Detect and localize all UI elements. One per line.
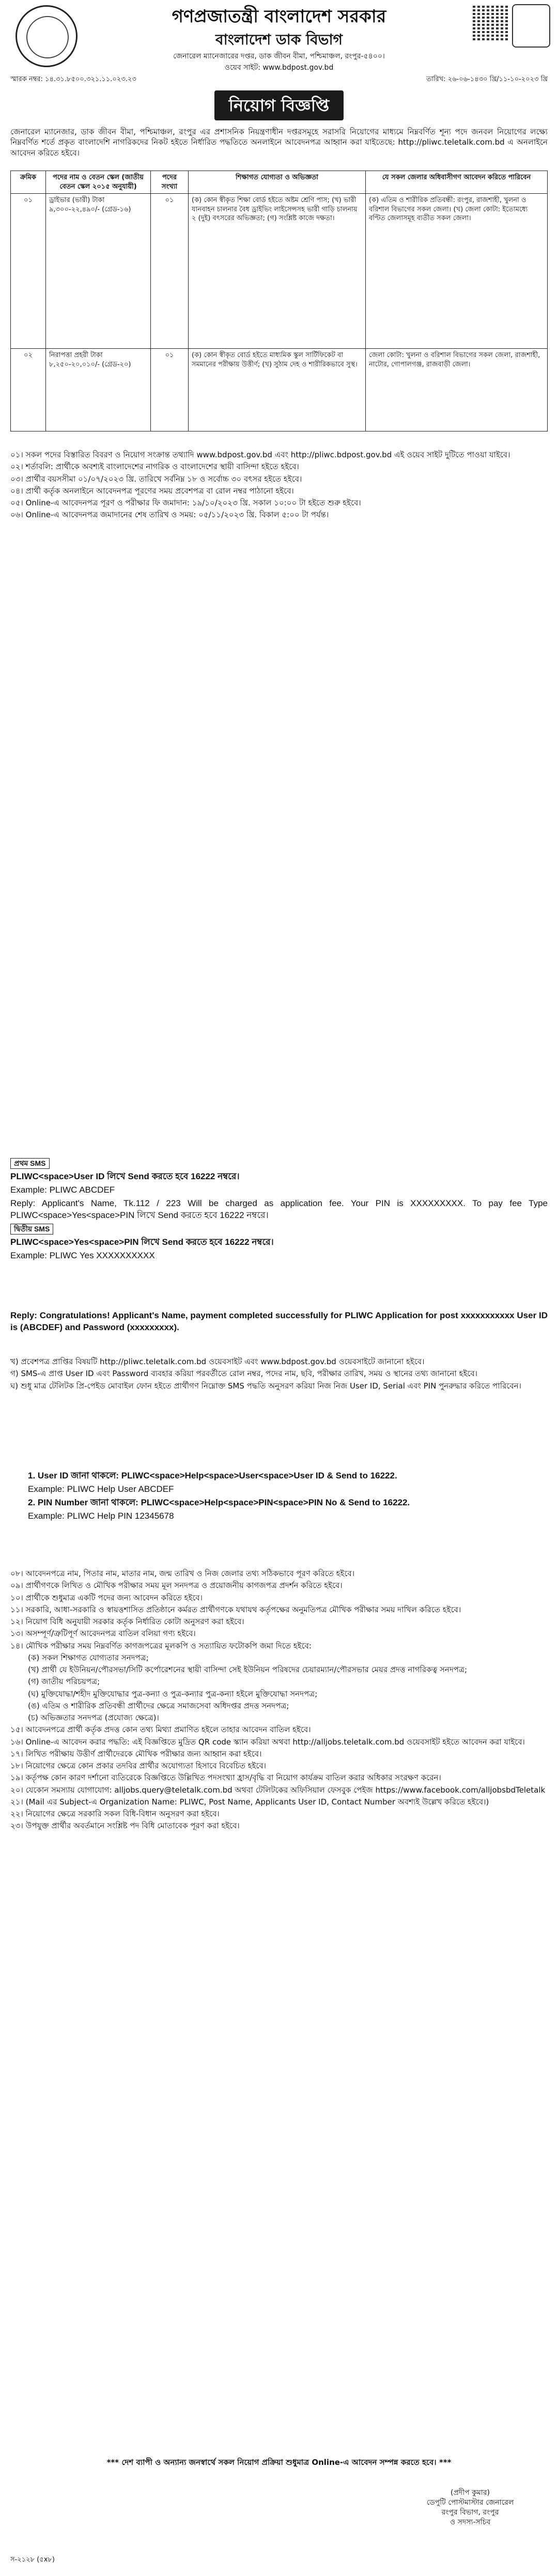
condition-item: ১৪। মৌখিক পরীক্ষার সময় নিম্নবর্ণিত কাগজপত্রের মূলকপি ও সত্যায়িত ফটোকপি জমা দিতে হইবে: (10, 1641, 312, 1651)
condition-subitem: (ঘ) মুক্তিযোদ্ধা/শহীদ মুক্তিযোদ্ধার পুত্র-কন্যা ও পুত্র-কন্যার পুত্র-কন্যা হইলে মুক্তিযোদ্ধা সনদপত্র; (28, 1689, 318, 1699)
condition-subitem: (খ) প্রার্থী যে ইউনিয়ন/পৌরসভা/সিটি কর্পোরেশনের স্থায়ী বাসিন্দা সেই ইউনিয়ন পরিষদের চেয়ারম্যান/পৌরসভার মেয়র প্রদত্ত নাগরিকত্ব সনদপত্র; (28, 1665, 468, 1674)
cell-districts: (ক) এতিম ও শারীরিক প্রতিবন্ধী: রংপুর, রাজশাহী, খুলনা ও বরিশাল বিভাগের সকল জেলা। (খ) জেলা কোটা: ইতোমধ্যে বণ্টিত জেলাসমূহ ব্যতীত সকল জেলা। (366, 194, 548, 349)
condition-item: ০৪। প্রার্থী কর্তৃক অনলাইনে আবেদনপত্র পূরণের সময় প্রবেশপত্র বা রোল নম্বর পাঠানো হইবে। (10, 486, 294, 496)
th-qualification: শিক্ষাগত যোগ্যতা ও অভিজ্ঞতা (189, 171, 366, 194)
cell-count: ০১ (151, 194, 189, 349)
qr-overlay (473, 4, 509, 40)
condition-subitem: (চ) অভিজ্ঞতার সনদপত্র (প্রযোজ্য ক্ষেত্রে)। (28, 1713, 159, 1722)
condition-item: ০৩। প্রার্থীর বয়সসীমা ০১/০৭/২০২৩ খ্রি. তারিখে সর্বনিম্ন ১৮ ও সর্বোচ্চ ৩০ বৎসর হইতে হইবে। (10, 474, 302, 484)
memo-number: স্মারক নম্বর: ১৪.৩১.৮৫০০.৩২১.১১.০২৩.২৩ (10, 75, 136, 83)
condition-item: ১৬। Online-এ আবেদন করার পদ্ধতি: এই বিজ্ঞপ্তিতে মুদ্রিত QR code স্ক্যান করিয়া অথবা http://alljobs.teletalk.com.bd ওয়েবসাইট হইতে আবেদন করা যাইবে। (10, 1737, 525, 1747)
table-row (11, 194, 548, 349)
recovery-section (10, 1470, 548, 1524)
cell-post: নিরাপত্তা প্রহরী টাকা ৮,২৫০-২০,০১০/- (গ্রেড-২০) (46, 349, 151, 431)
cell-serial: ০২ (11, 349, 46, 431)
condition-item: ১৩। অসম্পূর্ণ/ত্রুটিপূর্ণ আবেদনপত্র বাতিল বলিয়া গণ্য হইবে। (10, 1629, 196, 1639)
payment-reply: Reply: Congratulations! Applicant's Name, payment completed successfully for PLIWC Application for post xxxxxxxxxxx User ID is (ABCDEF) and Password (xxxxxxxxx). (10, 1310, 548, 1332)
condition-item: ১১। সরকারি, আধা-সরকারি ও স্বায়ত্তশাসিত প্রতিষ্ঠানে কর্মরত প্রার্থীগণকে যথাযথ কর্তৃপক্ষের অনুমতিপত্র মৌখিক পরীক্ষার সময় দাখিল করিতে হইবে। (10, 1605, 461, 1614)
table-header-row (11, 171, 548, 194)
condition-subitem: (ক) সকল শিক্ষাগত যোগ্যতার সনদপত্র; (28, 1653, 149, 1662)
first-sms-command: PLIWC<space>User ID লিখে Send করতে হবে 16222 নম্বরে। (10, 1171, 240, 1181)
issue-date: তারিখ: ২৬-০৬-১৪৩০ খ্রি/১১-১০-২০২৩ খ্রি (426, 75, 548, 83)
signer-office: রংপুর বিভাগ, রংপুর (441, 2508, 499, 2517)
cell-serial: ০১ (11, 194, 46, 349)
condition-item: ০৫। Online-এ আবেদনপত্র পূরণ ও পরীক্ষার ফি জমাদান: ১৯/১০/২০২৩ খ্রি. সকাল ১০:০০ টা হইতে শুরু হইবে। (10, 498, 361, 507)
second-sms-label: দ্বিতীয় SMS (10, 1224, 53, 1235)
second-sms-command: PLIWC<space>Yes<space>PIN লিখে Send করতে হবে 16222 নম্বরে। (10, 1237, 274, 1247)
second-sms-example: Example: PLIWC Yes XXXXXXXXXX (10, 1250, 155, 1260)
reply-section (10, 1310, 548, 1335)
jobs-table (10, 171, 548, 431)
condition-item: ১৫। আবেদনপত্রে প্রার্থী কর্তৃক প্রদত্ত কোন তথ্য মিথ্যা প্রমাণিত হইলে তাহার আবেদন বাতিল হইবে। (10, 1725, 311, 1735)
admit-line: খ) প্রবেশপত্র প্রাপ্তির বিষয়টি http://pliwc.teletalk.com.bd ওয়েবসাইট এবং www.bdpost.gov.bd ওয়েবসাইটে জানানো হইবে। (10, 1357, 425, 1366)
first-sms-reply: Reply: Applicant's Name, Tk.112 / 223 Will be charged as application fee. Your PIN is XXXXXXXXX. To pay fee Type PLIWC<space>Yes<space>PIN লিখে Send করতে হবে 16222 নম্বরে। (10, 1198, 548, 1220)
condition-item: ০২। শর্তাবলি: প্রার্থীকে অবশ্যই বাংলাদেশের নাগরিক ও বাংলাদেশের স্থায়ী বাসিন্দা হইতে হইবে। (10, 462, 299, 472)
admit-info (10, 1356, 548, 1393)
admit-line: ঘ) শুধু মাত্র টেলিটক প্রি-পেইড মোবাইল ফোন হইতে প্রার্থীগণ নিম্নোক্ত SMS পদ্ধতি অনুসরণ করিয়া নিজ নিজ User ID, Serial এবং PIN পুনরুদ্ধার করিতে পারিবেন। (10, 1381, 521, 1391)
table-row (11, 349, 548, 431)
first-sms-example: Example: PLIWC ABCDEF (10, 1184, 115, 1195)
condition-item: ২১। (Mail এর Subject-এ Organization Name: PLIWC, Post Name, Applicants User ID, Contact Number অবশ্যই উল্লেখ করিতে হইবে।) (10, 1797, 489, 1807)
th-post: পদের নাম ও বেতন স্কেল (জাতীয় বেতন স্কেল ২০১৫ অনুযায়ী) (46, 171, 151, 194)
recover-userid: 1. User ID জানা থাকলে: PLIWC<space>Help<space>User<space>User ID & Send to 16222. (28, 1471, 397, 1480)
office-address: জেনারেল ম্যানেজারের দপ্তর, ডাক জীবন বীমা, পশ্চিমাঞ্চল, রংপুর-৫৪০০। (173, 52, 385, 60)
signer-title: ডেপুটি পোস্টমাস্টার জেনারেল (426, 2498, 514, 2507)
condition-item: ০৬। Online-এ আবেদনপত্র জমাদানের শেষ তারিখ ও সময়: ০৫/১১/২০২৩ খ্রি. বিকাল ৫:০০ টা পর্যন্ত। (10, 510, 329, 520)
condition-item: ২৩। উপযুক্ত প্রার্থীর অবর্তমানে সংশ্লিষ্ট পদ বিধি মোতাবেক পূরণ করা হইবে। (10, 1821, 240, 1831)
condition-item: ১০। প্রার্থীকে শুধুমাত্র একটি পদের জন্য আবেদন করিতে হইবে। (10, 1593, 203, 1602)
condition-item: ০৯। প্রার্থীগণকে লিখিত ও মৌখিক পরীক্ষার সময় মূল সনদপত্র ও প্রয়োজনীয় কাগজপত্র প্রদর্শন করিতে হইবে। (10, 1581, 343, 1591)
condition-item: ২০। যেকোন সমস্যায় যোগাযোগ: alljobs.query@teletalk.com.bd অথবা টেলিটকের অফিসিয়াল ফেসবুক পেইজ https://www.facebook.com/alljobsbdTeletalk (10, 1785, 546, 1795)
th-districts: যে সকল জেলার অধিবাসীগণ আবেদন করিতে পারিবেন (366, 171, 548, 194)
notice-page-2 (0, 1300, 558, 2576)
signer-role: ও সদস্য-সচিব (450, 2518, 491, 2526)
cell-qualification: (ক) কোন স্বীকৃত বোর্ড হইতে মাধ্যমিক স্কুল সার্টিফিকেট বা সমমানের পরীক্ষায় উত্তীর্ণ; (খ) সুঠাম দেহ ও শারীরিকভাবে সুস্থ। (189, 349, 366, 431)
th-serial: ক্রমিক (11, 171, 46, 194)
cell-qualification: (ক) কোন স্বীকৃত শিক্ষা বোর্ড হইতে অষ্টম শ্রেণি পাস; (খ) ভারী যানবাহন চালনার বৈধ ড্রাইভিং লাইসেন্সসহ ভারী গাড়ি চালনায় ২ (দুই) বৎসরের অভিজ্ঞতা; (গ) সংশ্লিষ্ট কাজে দক্ষতা। (189, 194, 366, 349)
notice-page-1 (0, 0, 558, 1284)
gov-title: গণপ্রজাতন্ত্রী বাংলাদেশ সরকার (172, 6, 386, 27)
condition-subitem: (ঙ) এতিম ও শারীরিক প্রতিবন্ধী প্রার্থীদের ক্ষেত্রে সমাজসেবা অধিদপ্তর প্রদত্ত সনদপত্র; (28, 1701, 289, 1710)
website: ওয়েব সাইট: www.bdpost.gov.bd (224, 64, 334, 72)
recover-pin: 2. PIN Number জানা থাকলে: PLIWC<space>Help<space>PIN<space>PIN No & Send to 16222. (28, 1497, 410, 1507)
condition-item: ২২। নিয়োগের ক্ষেত্রে সরকারি সকল বিধি-বিধান অনুসরণ করা হইবে। (10, 1809, 220, 1818)
reference-number: স-২১২৮ (৫x৮) (10, 2556, 55, 2564)
recover-pin-example: Example: PLIWC Help PIN 12345678 (28, 1510, 174, 1521)
condition-subitem: (গ) জাতীয় পরিচয়পত্র; (28, 1677, 100, 1687)
condition-item: ০১। সকল পদের বিস্তারিত বিবরণ ও নিয়োগ সংক্রান্ত তথ্যাদি www.bdpost.gov.bd এবং http://pliwc.bdpost.gov.bd এই ওয়েব সাইট দুটিতে পাওয়া যাইবে। (10, 450, 510, 459)
condition-item: ১৮। নিয়োগের ক্ষেত্রে কোন প্রকার তদবির প্রার্থীর অযোগ্যতা হিসাবে বিবেচিত হইবে। (10, 1761, 267, 1770)
condition-item: ০৮। আবেদনপত্রে নাম, পিতার নাম, মাতার নাম, জন্ম তারিখ ও নিজ জেলার তথ্য সঠিকভাবে পূরণ করিতে হইবে। (10, 1569, 355, 1578)
more-conditions (10, 1568, 548, 1833)
first-sms-label: প্রথম SMS (10, 1158, 50, 1169)
condition-item: ১২। নিয়োগ বিধি অনুযায়ী সরকার কর্তৃক নির্ধারিত কোটা অনুসরণ করা হইবে। (10, 1617, 244, 1626)
condition-item: ১৭। লিখিত পরীক্ষায় উত্তীর্ণ প্রার্থীদেরকে মৌখিক পরীক্ষার জন্য আহ্বান করা হইবে। (10, 1749, 262, 1759)
intro-paragraph: জেনারেল ম্যানেজার, ডাক জীবন বীমা, পশ্চিমাঞ্চল, রংপুর এর প্রশাসনিক নিয়ন্ত্রণাধীন দপ্তরসমূহে সরাসরি নিয়োগের মাধ্যমে নিম্নবর্ণিত শূন্য পদে জনবল নিয়োগের লক্ষ্যে নিম্নবর্ণিত শর্তে প্রকৃত বাংলাদেশি নাগরিকদের নিকট হইতে নির্ধারিত পদ্ধতিতে অনলাইনে আবেদনপত্র আহ্বান করা যাইতেছে: http://pliwc.teletalk.com.bd এ অনলাইনে আবেদন করিতে হইবে। (10, 127, 548, 158)
notice-title: নিয়োগ বিজ্ঞপ্তি (214, 90, 344, 120)
sms-section (10, 1158, 548, 1263)
final-note: *** দেশ ব্যাপী ও অন্যান্য জনস্বার্থে সকল নিয়োগ প্রক্রিয়া শুধুমাত্র Online-এ আবেদন সম্পন্ন করতে হবে। *** (106, 2458, 452, 2467)
cell-count: ০১ (151, 349, 189, 431)
conditions-list (10, 450, 548, 522)
condition-item: ১৯। কর্তৃপক্ষ কোন কারণ দর্শানো ব্যতিরেকে বিজ্ঞপ্তিতে উল্লিখিত পদসংখ্যা হ্রাস/বৃদ্ধি বা নিয়োগ কার্যক্রম বাতিল করার অধিকার সংরক্ষণ করেন। (10, 1773, 441, 1783)
th-count: পদের সংখ্যা (151, 171, 189, 194)
signer-name: (প্রদীপ কুমার) (450, 2489, 490, 2497)
recover-userid-example: Example: PLIWC Help User ABCDEF (28, 1484, 174, 1494)
cell-districts: জেলা কোটা: খুলনা ও বরিশাল বিভাগের সকল জেলা, রাজশাহী, নাটোর, গোপালগঞ্জ, রাজবাড়ী জেলা। (366, 349, 548, 431)
dept-title: বাংলাদেশ ডাক বিভাগ (215, 31, 343, 48)
cell-post: ড্রাইভার (ভারী) টাকা ৯,৩০০-২২,৪৯০/- (গ্রেড-১৬) (46, 194, 151, 349)
header (0, 0, 558, 85)
signature-block (403, 2488, 537, 2527)
admit-line: গ) SMS-এ প্রাপ্ত User ID এবং Password ব্যবহার করিয়া পরবর্তীতে রোল নম্বর, পদের নাম, ছবি, পরীক্ষার তারিখ, সময় ও স্থানের তথ্য জানানো হইবে। (10, 1369, 477, 1379)
emblem-icon (512, 4, 550, 48)
page-gap (0, 1284, 558, 1300)
